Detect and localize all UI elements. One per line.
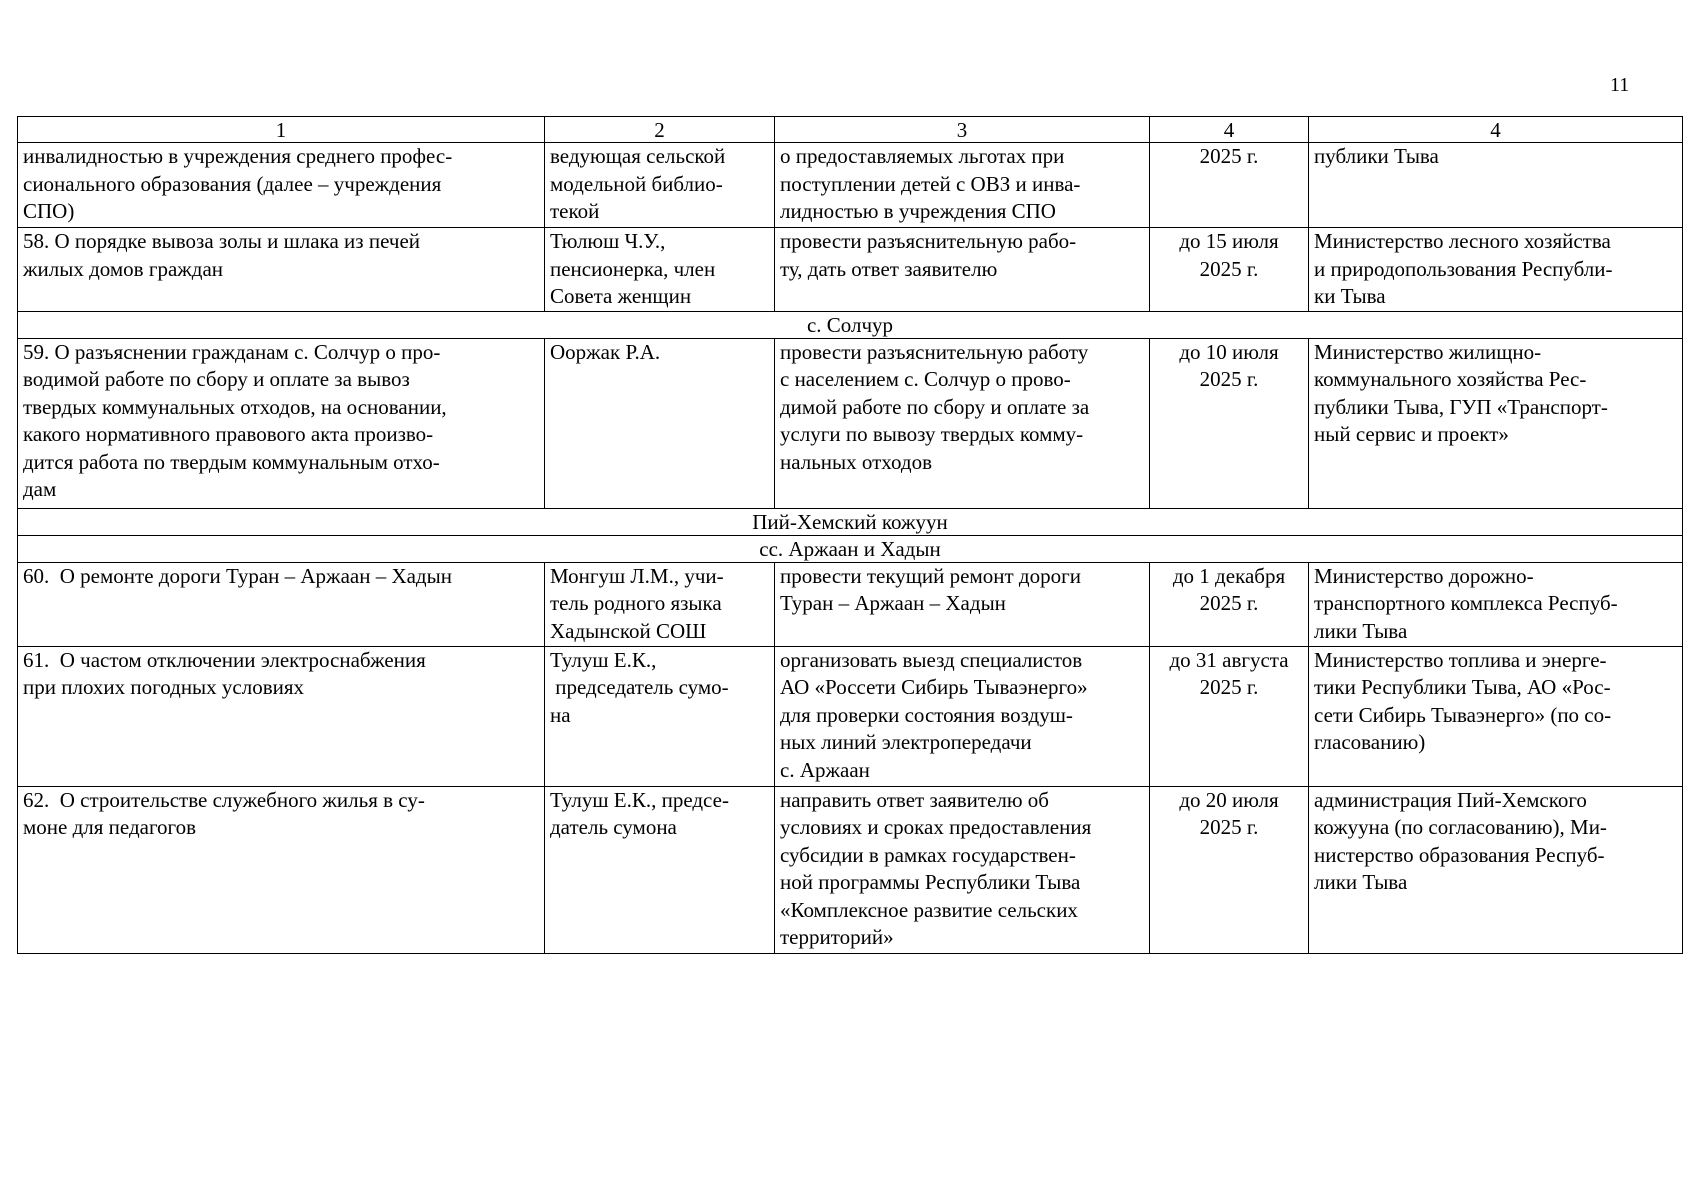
table-row xyxy=(18,786,1683,953)
deadline-cell: до 31 августа 2025 г. xyxy=(1150,646,1309,786)
measure-cell: направить ответ заявителю об условиях и сроках предоставления субсидии в рамках государствен- ной программы Республики Тыва «Комплексное развитие сельских территорий» xyxy=(775,786,1150,953)
header-row xyxy=(18,117,1683,143)
question-cell: 62. О строительстве служебного жилья в су- моне для педагогов xyxy=(18,786,545,953)
applicant-cell: Монгуш Л.М., учи- тель родного языка Хадынской СОШ xyxy=(545,562,775,646)
column-header: 1 xyxy=(18,117,545,143)
section-row xyxy=(18,508,1683,535)
deadline-cell: до 20 июля 2025 г. xyxy=(1150,786,1309,953)
measure-cell: провести разъяснительную работу с населением с. Солчур о прово- димой работе по сбору и оплате за услуги по вывозу твердых комму- нальных отходов xyxy=(775,338,1150,508)
responsible-cell: Министерство жилищно- коммунального хозяйства Рес- публики Тыва, ГУП «Транспорт- ный сервис и проект» xyxy=(1309,338,1683,508)
measure-cell: о предоставляемых льготах при поступлении детей с ОВЗ и инва- лидностью в учреждения СПО xyxy=(775,143,1150,228)
responsible-cell: Министерство лесного хозяйства и природопользования Республи- ки Тыва xyxy=(1309,228,1683,312)
section-row xyxy=(18,311,1683,338)
section-heading-arzhaan: сс. Аржаан и Хадын xyxy=(18,535,1683,562)
question-cell: 58. О порядке вывоза золы и шлака из печей жилых домов граждан xyxy=(18,228,545,312)
responsible-cell: публики Тыва xyxy=(1309,143,1683,228)
column-header: 4 xyxy=(1309,117,1683,143)
section-row xyxy=(18,535,1683,562)
question-cell: инвалидностью в учреждения среднего профес- сионального образования (далее – учреждения СПО) xyxy=(18,143,545,228)
column-header: 2 xyxy=(545,117,775,143)
deadline-cell: до 10 июля 2025 г. xyxy=(1150,338,1309,508)
deadline-cell: до 15 июля 2025 г. xyxy=(1150,228,1309,312)
measure-cell: провести разъяснительную рабо- ту, дать ответ заявителю xyxy=(775,228,1150,312)
applicant-cell: ведующая сельской модельной библио- текой xyxy=(545,143,775,228)
table-row xyxy=(18,228,1683,312)
column-header: 3 xyxy=(775,117,1150,143)
responsible-cell: администрация Пий-Хемского кожууна (по согласованию), Ми- нистерство образования Респуб- лики Тыва xyxy=(1309,786,1683,953)
responsible-cell: Министерство дорожно- транспортного комплекса Респуб- лики Тыва xyxy=(1309,562,1683,646)
responsible-cell: Министерство топлива и энерге- тики Республики Тыва, АО «Рос- сети Сибирь Тываэнерго» (по со- гласованию) xyxy=(1309,646,1683,786)
deadline-cell: 2025 г. xyxy=(1150,143,1309,228)
question-cell: 60. О ремонте дороги Туран – Аржаан – Хадын xyxy=(18,562,545,646)
table-row xyxy=(18,646,1683,786)
measure-cell: организовать выезд специалистов АО «Россети Сибирь Тываэнерго» для проверки состояния воздуш- ных линий электропередачи с. Аржаан xyxy=(775,646,1150,786)
question-cell: 61. О частом отключении электроснабжения при плохих погодных условиях xyxy=(18,646,545,786)
table-row xyxy=(18,143,1683,228)
table-row xyxy=(18,562,1683,646)
plan-table xyxy=(17,116,1683,954)
page-number: 11 xyxy=(1610,74,1630,96)
applicant-cell: Тюлюш Ч.У., пенсионерка, член Совета женщин xyxy=(545,228,775,312)
measure-cell: провести текущий ремонт дороги Туран – Аржаан – Хадын xyxy=(775,562,1150,646)
table-row xyxy=(18,338,1683,508)
column-header: 4 xyxy=(1150,117,1309,143)
applicant-cell: Тулуш Е.К., председатель сумо- на xyxy=(545,646,775,786)
deadline-cell: до 1 декабря 2025 г. xyxy=(1150,562,1309,646)
applicant-cell: Ооржак Р.А. xyxy=(545,338,775,508)
section-heading-solchur: с. Солчур xyxy=(18,311,1683,338)
question-cell: 59. О разъяснении гражданам с. Солчур о про- водимой работе по сбору и оплате за вывоз твердых коммунальных отходов, на основании, какого нормативного правового акта произво- дится работа по твердым коммунальным отхо- дам xyxy=(18,338,545,508)
applicant-cell: Тулуш Е.К., предсе- датель сумона xyxy=(545,786,775,953)
section-heading-kozhuun: Пий-Хемский кожуун xyxy=(18,508,1683,535)
